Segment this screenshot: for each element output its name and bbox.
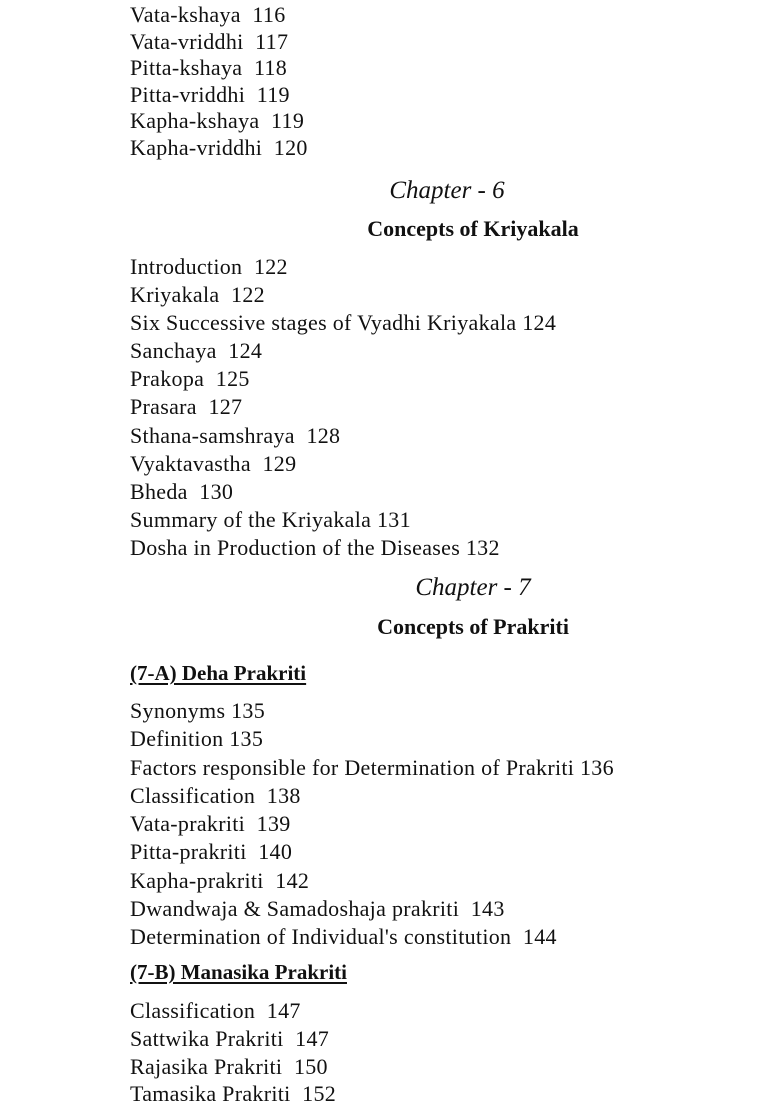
section-7b-heading: (7-B) Manasika Prakriti bbox=[130, 960, 347, 984]
toc-entry: Vata-vriddhi 117 bbox=[130, 28, 289, 54]
toc-entry: Definition 135 bbox=[130, 726, 264, 752]
toc-list-chapter5-end bbox=[130, 2, 308, 162]
toc-entry: Rajasika Prakriti 150 bbox=[130, 1053, 328, 1079]
toc-entry: Introduction 122 bbox=[130, 254, 288, 279]
toc-entry: Synonyms 135 bbox=[130, 698, 266, 723]
toc-list-7a bbox=[130, 697, 614, 952]
toc-entry: Determination of Individual's constitution 144 bbox=[130, 924, 557, 950]
toc-entry: Prasara 127 bbox=[130, 394, 243, 420]
chapter-6-title: Concepts of Kriyakala bbox=[367, 216, 579, 241]
toc-entry: Kapha-vriddhi 120 bbox=[130, 134, 308, 160]
toc-entry: Sthana-samshraya 128 bbox=[130, 422, 341, 448]
toc-entry: Sattwika Prakriti 147 bbox=[130, 1025, 330, 1051]
toc-entry: Kriyakala 122 bbox=[130, 282, 265, 308]
toc-list-chapter6 bbox=[130, 253, 556, 562]
toc-entry: Factors responsible for Determination of Prakriti 136 bbox=[130, 754, 614, 780]
toc-entry: Vata-kshaya 116 bbox=[130, 2, 286, 27]
toc-entry: Sanchaya 124 bbox=[130, 338, 263, 364]
toc-entry: Pitta-prakriti 140 bbox=[130, 839, 293, 865]
toc-entry: Vyaktavastha 129 bbox=[130, 450, 297, 476]
toc-entry: Bheda 130 bbox=[130, 478, 234, 504]
toc-entry: Six Successive stages of Vyadhi Kriyakala 124 bbox=[130, 310, 557, 336]
toc-entry: Dosha in Production of the Diseases 132 bbox=[130, 534, 500, 560]
toc-entry: Pitta-vriddhi 119 bbox=[130, 81, 290, 107]
toc-list-7b bbox=[130, 997, 336, 1108]
chapter-6-label: Chapter - 6 bbox=[389, 177, 505, 204]
chapter-7-title: Concepts of Prakriti bbox=[377, 614, 569, 639]
toc-entry: Pitta-kshaya 118 bbox=[130, 55, 288, 81]
toc-entry: Classification 147 bbox=[130, 998, 301, 1023]
toc-entry: Kapha-prakriti 142 bbox=[130, 867, 310, 893]
toc-entry: Dwandwaja & Samadoshaja prakriti 143 bbox=[130, 896, 505, 922]
chapter-7-label: Chapter - 7 bbox=[415, 574, 531, 601]
section-7a-heading: (7-A) Deha Prakriti bbox=[130, 661, 307, 685]
toc-entry: Summary of the Kriyakala 131 bbox=[130, 506, 411, 532]
toc-entry: Tamasika Prakriti 152 bbox=[130, 1081, 337, 1107]
toc-entry: Prakopa 125 bbox=[130, 366, 250, 392]
toc-entry: Kapha-kshaya 119 bbox=[130, 108, 305, 134]
toc-entry: Classification 138 bbox=[130, 782, 301, 808]
toc-entry: Vata-prakriti 139 bbox=[130, 811, 291, 837]
